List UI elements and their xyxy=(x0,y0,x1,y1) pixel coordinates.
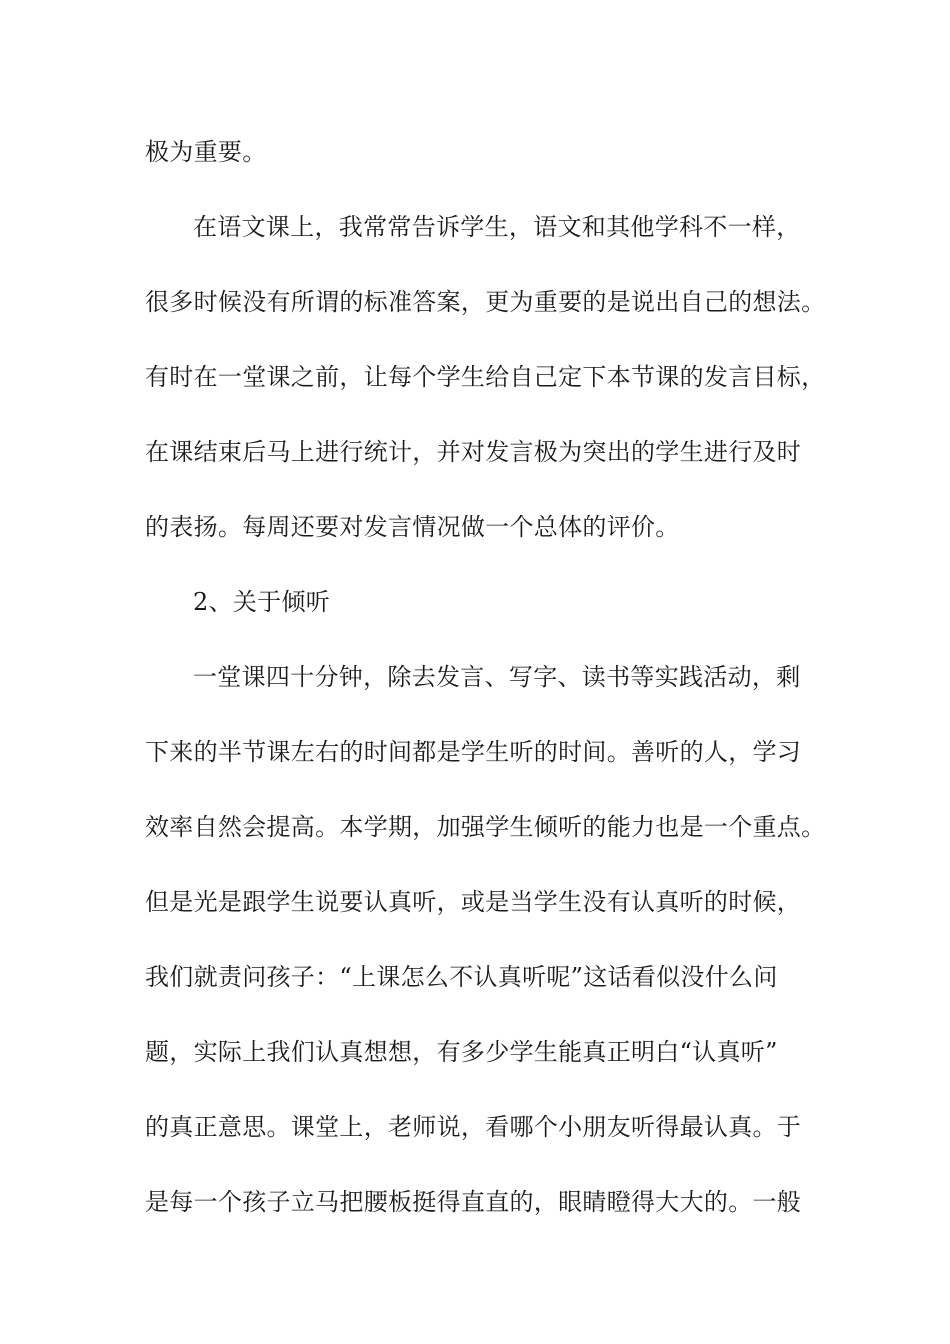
paragraph-start-line: 在语文课上，我常常告诉学生，语文和其他学科不一样， xyxy=(193,213,801,241)
paragraph-start-line: 一堂课四十分钟，除去发言、写字、读书等实践活动，剩 xyxy=(193,663,801,691)
text-line: 是每一个孩子立马把腰板挺得直直的，眼睛瞪得大大的。一般 xyxy=(145,1188,802,1216)
text-line: 有时在一堂课之前，让每个学生给自己定下本节课的发言目标， xyxy=(145,363,826,391)
text-line: 但是光是跟学生说要认真听，或是当学生没有认真听的时候， xyxy=(145,888,802,916)
text-line: 效率自然会提高。本学期，加强学生倾听的能力也是一个重点。 xyxy=(145,813,826,841)
text-line: 的真正意思。课堂上，老师说，看哪个小朋友听得最认真。于 xyxy=(145,1113,802,1141)
text-line: 下来的半节课左右的时间都是学生听的时间。善听的人，学习 xyxy=(145,738,802,766)
text-line: 题，实际上我们认真想想，有多少学生能真正明白“认真听” xyxy=(145,1038,778,1066)
text-line: 极为重要。 xyxy=(145,138,267,166)
text-line: 我们就责问孩子：“上课怎么不认真听呢”这话看似没什么问 xyxy=(145,963,778,991)
text-line: 很多时候没有所谓的标准答案，更为重要的是说出自己的想法。 xyxy=(145,288,826,316)
section-heading: 2、关于倾听 xyxy=(193,588,331,616)
text-line: 的表扬。每周还要对发言情况做一个总体的评价。 xyxy=(145,513,680,541)
text-line: 在课结束后马上进行统计，并对发言极为突出的学生进行及时 xyxy=(145,438,802,466)
